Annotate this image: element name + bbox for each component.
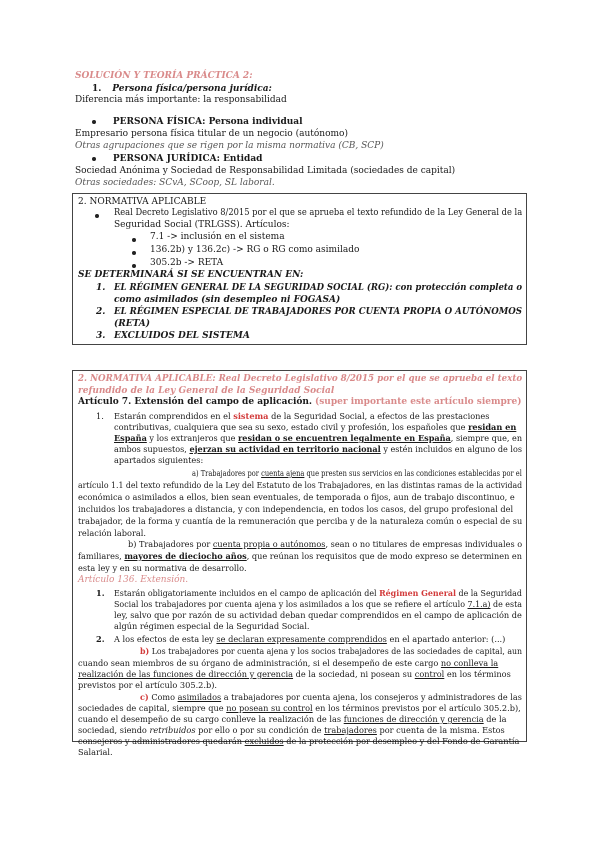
- qc-line4a: sociedad, siendo: [78, 725, 147, 735]
- art7-note: (super importante este artículo siempre): [314, 397, 522, 407]
- bullet-icon: [92, 120, 96, 124]
- reg1-line2: como asimilados (sin desempleo ni FOGASA): [114, 295, 341, 305]
- box2-title-line1: 2. NORMATIVA APLICABLE: Real Decreto Legislativo 8/2015 por el que se aprueba el texto: [78, 374, 523, 384]
- p1-line3: [114, 433, 522, 444]
- reg1-line1: EL RÉGIMEN GENERAL DE LA SEGURIDAD SOCIAL (RG): con protección completa o: [114, 283, 523, 293]
- p1-text-b: de la Seguridad Social, a efectos de las prestaciones: [271, 411, 490, 421]
- p1-espana: España: [114, 433, 147, 443]
- b-line1a: b) Trabajadores por: [128, 539, 211, 549]
- rd-bullet: [95, 211, 99, 222]
- qc-excluidos: excluidos: [244, 736, 284, 746]
- qc-line5a: consejeros y administradores quedarán: [78, 736, 243, 746]
- p1-line1: [114, 411, 521, 422]
- p1-line4: [114, 444, 522, 455]
- qc-line3: [78, 714, 506, 725]
- b-cuenta-propia: cuenta propia o autónomos: [212, 539, 326, 549]
- qc-trabajadores: trabajadores: [324, 725, 377, 735]
- rd-line1: Real Decreto Legislativo 8/2015 por el que se aprueba el texto refundido de la Ley General de la: [114, 208, 523, 218]
- determina-heading: SE DETERMINARÁ SI SE ENCUENTRAN EN:: [78, 270, 304, 280]
- qb-line4: previstos por el artículo 305.2.b).: [78, 680, 218, 690]
- b-line3: esta ley y en su normativa de desarrollo.: [78, 563, 247, 573]
- qb-line1b: Los trabajadores por cuenta ajena y los socios trabajadores de las sociedades de capital, aun: [151, 646, 523, 656]
- sub-item-3: 305.2b -> RETA: [150, 258, 224, 268]
- p1-line4a: ambos supuestos,: [114, 444, 187, 454]
- b-line2a: familiares,: [78, 551, 122, 561]
- q1-line4: algún régimen especial de la Seguridad Social.: [114, 621, 310, 631]
- qc-line2b: en los términos previstos por el artículo 305.2.b),: [315, 703, 521, 713]
- q1-text-a: Estarán obligatoriamente incluidos en el campo de aplicación del: [114, 588, 377, 598]
- bullet-icon: [132, 238, 136, 242]
- pj-text: Sociedad Anónima y Sociedad de Responsabilidad Limitada (sociedades de capital): [75, 166, 456, 176]
- sub-item-1: 7.1 -> inclusión en el sistema: [150, 232, 285, 242]
- a-line3: económica o asimilados a ellos, bien sean eventuales, de temporada o fijos, aun de trabajo discontinuo, e: [78, 492, 515, 502]
- qc-line4: [78, 725, 505, 736]
- qb-line3c: en los términos: [446, 669, 511, 679]
- q1-text-b: de la Seguridad: [458, 588, 522, 598]
- art7-heading: [78, 397, 522, 408]
- q1-num: 1.: [96, 588, 105, 598]
- p1-line4b: y estén incluidos en alguno de los: [383, 444, 523, 454]
- b-line2b: , que reúnan los requisitos que de modo expreso se determinen en: [246, 551, 522, 561]
- pj-other: Otras sociedades: SCvA, SCoop, SL laboral.: [75, 178, 275, 188]
- p1-line3b: y los extranjeros que: [149, 433, 236, 443]
- q2-line: [114, 634, 505, 645]
- qc-line5: [78, 736, 519, 747]
- p1-line2: [114, 422, 516, 433]
- bullet-icon: [132, 264, 136, 268]
- qc-funciones: funciones de dirección y gerencia: [343, 714, 484, 724]
- q2-declaran: se declaran expresamente comprendidos: [216, 634, 387, 644]
- qc-asimilados: asimilados: [177, 692, 222, 702]
- qb-line2: [78, 658, 498, 669]
- bullet-icon: [95, 214, 99, 218]
- q1-line3: ley, salvo que por razón de su actividad deban quedar comprendidos en el campo de aplicación de: [114, 610, 522, 620]
- qc-line1: [140, 692, 522, 703]
- b-mayores: mayores de dieciocho años: [124, 551, 247, 561]
- qc-line6: Salarial.: [78, 747, 113, 757]
- q1-line2b: de esta: [493, 599, 523, 609]
- qc-line2: [78, 703, 521, 714]
- p1-residan2: residan o se encuentren legalmente en España: [238, 433, 451, 443]
- p1-text-a: Estarán comprendidos en el: [114, 411, 231, 421]
- qb-control: control: [414, 669, 445, 679]
- reg3: EXCLUIDOS DEL SISTEMA: [114, 331, 250, 341]
- p1-ejerzan: ejerzan su actividad en territorio nacional: [189, 444, 381, 454]
- reg2-line2: (RETA): [114, 319, 151, 329]
- qc-noposean: no posean su control: [226, 703, 313, 713]
- qc-line4b: por ello o por su condición de: [198, 725, 322, 735]
- qb-line3b: de la sociedad, ni posean su: [295, 669, 413, 679]
- a-line4: incluidos los trabajadores a distancia, y con independencia, en todos los casos, del grupo profesional del: [78, 504, 514, 514]
- box1-title: 2. NORMATIVA APLICABLE: [78, 197, 207, 207]
- b-line1b: , sean o no titulares de empresas individuales o: [325, 539, 523, 549]
- rd-line2: Seguridad Social (TRLGSS). Artículos:: [114, 220, 290, 230]
- qc-line3a: cuando el desempeño de su cargo conlleve la realización de las: [78, 714, 342, 724]
- sub-bullet-2: [132, 248, 136, 259]
- a-line1: [192, 468, 522, 479]
- b-line1: [128, 539, 522, 550]
- box2-title-line2: refundido de la Ley General de la Seguridad Social: [78, 386, 335, 396]
- qc-line5b: de la protección por desempleo y del Fondo de Garantía: [286, 736, 520, 746]
- reg2-line1: EL RÉGIMEN ESPECIAL DE TRABAJADORES POR CUENTA PROPIA O AUTÓNOMOS: [114, 307, 523, 317]
- p1-line5: apartados siguientes:: [114, 455, 204, 465]
- section-title: SOLUCIÓN Y TEORÍA PRÁCTICA 2:: [75, 71, 253, 81]
- qc-line2a: sociedades de capital, siempre que: [78, 703, 224, 713]
- sub-item-2: 136.2b) y 136.2c) -> RG o RG como asimilado: [150, 245, 360, 255]
- q2-text-a: A los efectos de esta ley: [114, 634, 214, 644]
- q2-text-b: en el apartado anterior: (...): [389, 634, 506, 644]
- qb-line3a: realización de las funciones de dirección y gerencia: [78, 669, 294, 679]
- reg-num-1: 1.: [96, 283, 106, 293]
- p1-line2-text: contributivas, cualquiera que sea su sexo, estado civil y profesión, los españoles que: [114, 422, 466, 432]
- q2-num: 2.: [96, 634, 105, 644]
- p1-line3c: , siempre que, en: [450, 433, 523, 443]
- qc-text-b: a trabajadores por cuenta ajena, los consejeros y administradores de las: [223, 692, 522, 702]
- a-line2: artículo 1.1 del texto refundido de la Ley del Estatuto de los Trabajadores, en las distintas ramas de la actividad: [78, 480, 523, 490]
- a-line6: relación laboral.: [78, 528, 146, 538]
- pf-text: Empresario persona física titular de un negocio (autónomo): [75, 129, 348, 139]
- p1-sistema: sistema: [233, 411, 269, 421]
- qb-label: b): [140, 646, 150, 656]
- pj-line: [92, 154, 262, 165]
- diff-text: Diferencia más importante: la responsabilidad: [75, 95, 287, 105]
- qc-text-a: Como: [151, 692, 176, 702]
- q1-regimen-general: Régimen General: [379, 588, 456, 598]
- item1-label: Persona física/persona jurídica:: [112, 84, 272, 94]
- pf-label: PERSONA FÍSICA: Persona individual: [112, 117, 303, 127]
- qc-line4c: por cuenta de la misma. Estos: [379, 725, 505, 735]
- b-line2: [78, 551, 522, 562]
- item1-line: [92, 84, 272, 95]
- reg-num-3: 3.: [96, 331, 106, 341]
- a-line1b: que presten sus servicios en las condiciones establecidas por el: [306, 468, 522, 478]
- q1-71a: 7.1.a): [467, 599, 491, 609]
- sub-bullet-1: [132, 235, 136, 246]
- a-line1a: a) Trabajadores por: [192, 468, 259, 478]
- qc-label: c): [140, 692, 149, 702]
- qb-line3: [78, 669, 511, 680]
- qb-no-conlleva: no conlleva la: [440, 658, 499, 668]
- art136-title: Artículo 136. Extensión.: [78, 575, 189, 585]
- bullet-icon: [92, 157, 96, 161]
- a-cuenta-ajena: cuenta ajena: [261, 468, 305, 478]
- p1-residan: residan en: [468, 422, 517, 432]
- qc-line3b: de la: [486, 714, 507, 724]
- reg-num-2: 2.: [96, 307, 106, 317]
- pf-line: [92, 117, 303, 128]
- qc-retribuidos: retribuidos: [149, 725, 196, 735]
- bullet-icon: [132, 251, 136, 255]
- q1-line2: [114, 599, 522, 610]
- qb-line1: [140, 646, 522, 657]
- q1-line1: [114, 588, 522, 599]
- item1-num: 1.: [92, 84, 102, 94]
- pf-other: Otras agrupaciones que se rigen por la misma normativa (CB, SCP): [75, 141, 384, 151]
- pj-label: PERSONA JURÍDICA: Entidad: [112, 154, 263, 164]
- a-line5: trabajador, de la forma y cuantía de la remuneración que perciba y de la naturaleza común o especial de su: [78, 516, 523, 526]
- qb-line2a: cuando sean miembros de su órgano de administración, si el desempeño de este cargo: [78, 658, 439, 668]
- p1-num: 1.: [96, 411, 104, 421]
- art7-title: Artículo 7. Extensión del campo de aplicación.: [78, 397, 313, 407]
- q1-line2a: Social los trabajadores por cuenta ajena y los asimilados a los que se refiere el artículo: [114, 599, 465, 609]
